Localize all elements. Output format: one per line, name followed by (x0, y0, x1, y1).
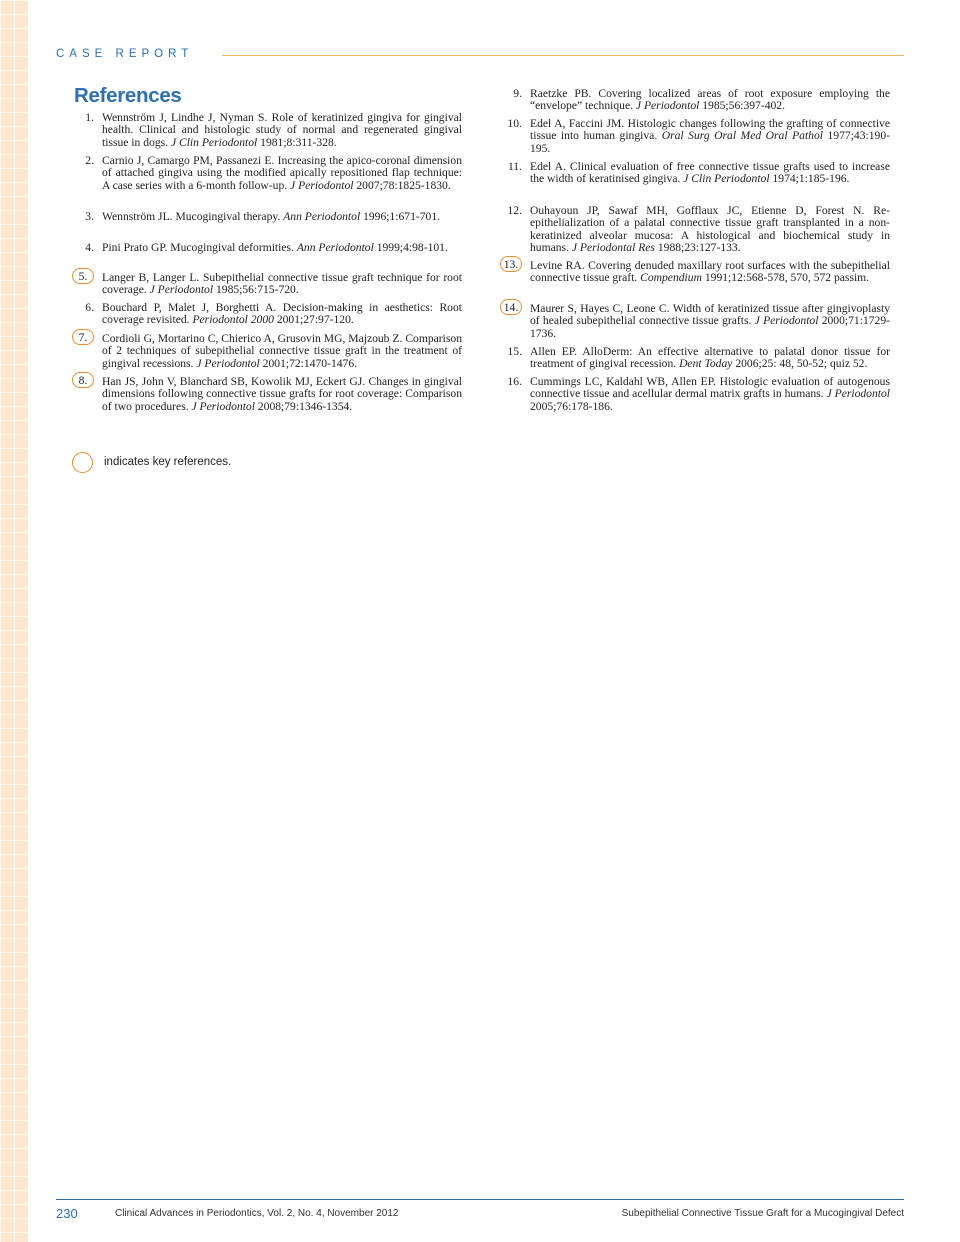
reference-fragment: 1996;1:671-701. (360, 210, 441, 223)
journal-name: Compendium (640, 271, 702, 285)
reference-entry (500, 260, 890, 285)
reference-fragment: 2001;27:97-120. (273, 313, 354, 327)
reference-fragment: 1981;8:311-328. (257, 135, 337, 149)
running-title: Subepithelial Connective Tissue Graft for a Mucogingival Defect (621, 1208, 904, 1219)
reference-fragment: Edel A, Faccini JM. Histologic changes following the grafting of connective tissue into human gingiva. (530, 117, 890, 143)
reference-fragment: 2000;71:1729-1736. (530, 314, 890, 340)
reference-fragment: Levine RA. Covering denuded maxillary root surfaces with the subepithelial connective tissue graft. (530, 259, 890, 285)
reference-text (102, 112, 462, 149)
header-rule (222, 55, 904, 56)
reference-fragment: Ouhayoun JP, Sawaf MH, Gofflaux JC, Etienne D, Forest N. Re-epithelialization of a palatal connective tissue graft transplanted in a non-keratinized alveolar mucosa: A histological and biochemical study in humans. (530, 204, 890, 255)
reference-entry (500, 161, 890, 186)
reference-fragment: Wennström J, Lindhe J, Nyman S. Role of keratinized gingiva for gingival health. Clinical and histologic study of normal and regenerated gingival tissue in dogs. (102, 111, 462, 149)
reference-number: 3. (85, 210, 94, 223)
reference-entry (72, 333, 462, 370)
journal-name: J Periodontol (635, 99, 700, 113)
journal-name: J Clin Periodontol (683, 172, 770, 186)
key-reference-number: 8. (72, 372, 94, 388)
reference-number: 15. (507, 345, 522, 358)
reference-text (530, 260, 890, 285)
reference-fragment: 1985;56:715-720. (213, 283, 299, 297)
journal-name: Periodontol 2000 (192, 313, 274, 327)
reference-fragment: 1988;23:127-133. (654, 241, 741, 255)
reference-fragment: Edel A. Clinical evaluation of free connective tissue grafts used to increase the width of keratinised gingiva. (530, 160, 890, 186)
reference-number: 10. (507, 117, 522, 130)
journal-name: J Periodontol (191, 399, 255, 413)
legend-text: indicates key references. (104, 456, 232, 468)
decorative-side-strip (0, 0, 28, 1242)
reference-fragment: 2008;79:1346-1354. (254, 399, 353, 413)
reference-text (102, 302, 462, 327)
reference-text (530, 88, 890, 113)
reference-fragment: 1999;4:98-101. (373, 241, 448, 254)
reference-fragment: 2005;76:178-186. (530, 399, 613, 413)
reference-fragment: 1985;56:397-402. (699, 99, 786, 113)
reference-fragment: 1974;1:185-196. (769, 172, 850, 186)
journal-name: Ann Periodontol (283, 210, 361, 223)
reference-fragment: Han JS, John V, Blanchard SB, Kowolik MJ, Eckert GJ. Changes in gingival dimensions following connective tissue grafts for root coverage: Comparison of two procedures. (102, 375, 462, 413)
reference-text (530, 161, 890, 186)
reference-text (530, 118, 890, 155)
reference-entry (72, 155, 462, 192)
reference-fragment: Cummings LC, Kaldahl WB, Allen EP. Histologic evaluation of autogenous connective tissue and acellular dermal matrix grafts in humans. (530, 375, 890, 401)
reference-fragment: Allen EP. AlloDerm: An effective alternative to palatal donor tissue for treatment of gingival recession. (530, 345, 890, 371)
reference-fragment: Bouchard P, Malet J, Borghetti A. Decision-making in aesthetics: Root coverage revisited. (102, 301, 462, 327)
footer-rule (56, 1199, 904, 1200)
reference-text (102, 376, 462, 413)
reference-number: 4. (85, 241, 94, 254)
reference-text (102, 272, 462, 297)
reference-fragment: 1991;12:568-578, 570, 572 passim. (701, 271, 870, 285)
journal-name: J Periodontol (754, 314, 819, 328)
reference-entry (72, 242, 462, 254)
references-heading: References (74, 84, 182, 107)
journal-name: J Periodontol (149, 283, 214, 297)
reference-text (530, 303, 890, 340)
journal-name: J Periodontal Res (571, 241, 655, 255)
reference-fragment: 1977;43:190-195. (530, 129, 890, 155)
reference-fragment: Carnio J, Camargo PM, Passanezi E. Increasing the apico-coronal dimension of attached gingiva using the modified apically repositioned flap technique: A case series with a 6-month follow-up. (102, 154, 462, 192)
reference-fragment: Raetzke PB. Covering localized areas of root exposure employing the “envelope” technique. (530, 87, 890, 113)
journal-name: Oral Surg Oral Med Oral Pathol (661, 129, 823, 143)
reference-entry (72, 112, 462, 149)
reference-entry (72, 211, 462, 223)
key-reference-number: 14. (500, 299, 522, 315)
reference-entry (500, 205, 890, 255)
reference-text (530, 205, 890, 255)
reference-entry (72, 272, 462, 297)
reference-entry (500, 346, 890, 371)
section-label: CASE REPORT (56, 48, 194, 60)
journal-name: J Periodontol (196, 356, 260, 370)
journal-name: J Clin Periodontol (170, 135, 258, 149)
journal-name: J Periodontol (826, 387, 891, 401)
journal-name: Ann Periodontol (296, 241, 374, 254)
reference-text (102, 333, 462, 370)
reference-number: 1. (85, 111, 94, 124)
reference-entry (72, 302, 462, 327)
reference-number: 2. (85, 154, 94, 167)
journal-citation: Clinical Advances in Periodontics, Vol. 2, No. 4, November 2012 (115, 1208, 399, 1219)
journal-name: Dent Today (679, 357, 733, 371)
reference-entry (72, 376, 462, 413)
reference-entry (500, 303, 890, 340)
journal-name: J Periodontol (290, 178, 354, 192)
reference-number: 6. (85, 301, 94, 314)
reference-number: 12. (507, 204, 522, 217)
reference-fragment: 2001;72:1470-1476. (259, 356, 358, 370)
reference-text (102, 242, 462, 254)
key-circle-icon (72, 452, 93, 473)
reference-fragment: Langer B, Langer L. Subepithelial connective tissue graft technique for root coverage. (102, 271, 462, 297)
reference-fragment: Wennström JL. Mucogingival therapy. (102, 210, 284, 223)
key-reference-number: 7. (72, 329, 94, 345)
reference-entry (500, 88, 890, 113)
reference-number: 11. (507, 160, 522, 173)
reference-text (530, 376, 890, 413)
reference-text (102, 211, 462, 223)
page-number: 230 (56, 1206, 78, 1221)
reference-number: 16. (507, 375, 522, 388)
reference-text (102, 155, 462, 192)
key-reference-number: 5. (72, 268, 94, 284)
reference-entry (500, 118, 890, 155)
key-reference-number: 13. (500, 256, 522, 272)
reference-fragment: Pini Prato GP. Mucogingival deformities. (102, 241, 297, 254)
reference-fragment: Maurer S, Hayes C, Leone C. Width of keratinized tissue after gingivoplasty of healed subepithelial connective tissue grafts. (530, 302, 890, 328)
reference-entry (500, 376, 890, 413)
reference-fragment: 2006;25: 48, 50-52; quiz 52. (732, 357, 868, 371)
reference-fragment: Cordioli G, Mortarino C, Chierico A, Grusovin MG, Majzoub Z. Comparison of 2 techniques of subepithelial connective tissue graft in the treatment of gingival recessions. (102, 332, 462, 370)
reference-text (530, 346, 890, 371)
reference-fragment: 2007;78:1825-1830. (353, 178, 451, 192)
reference-number: 9. (513, 87, 522, 100)
